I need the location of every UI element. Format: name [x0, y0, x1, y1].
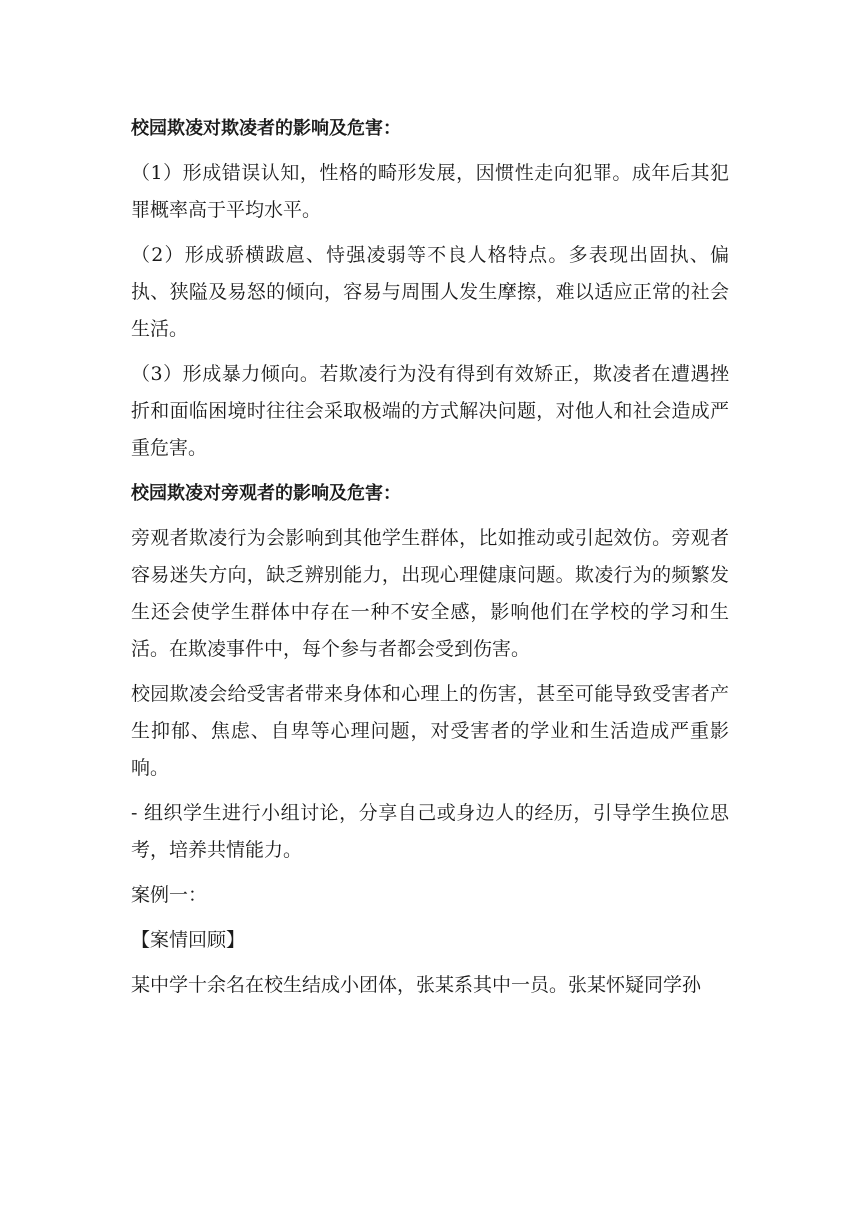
document-page — [131, 110, 729, 1012]
victim-paragraph: 校园欺凌会给受害者带来身体和心理上的伤害，甚至可能导致受害者产生抑郁、焦虑、自卑等心理问题，对受害者的学业和生活造成严重影响。 — [131, 683, 729, 779]
case-review-label: 【案情回顾】 — [131, 929, 246, 951]
bully-point-1: （1）形成错误认知，性格的畸形发展，因惯性走向犯罪。成年后其犯罪概率高于平均水平。 — [131, 162, 729, 221]
heading-bystander-impact: 校园欺凌对旁观者的影响及危害： — [131, 483, 401, 504]
case-paragraph: 某中学十余名在校生结成小团体，张某系其中一员。张某怀疑同学孙 — [131, 974, 702, 996]
activity-bullet: - 组织学生进行小组讨论，分享自己或身边人的经历，引导学生换位思考，培养共情能力。 — [131, 802, 729, 861]
bully-point-3: （3）形成暴力倾向。若欺凌行为没有得到有效矫正，欺凌者在遭遇挫折和面临困境时往往会采取极端的方式解决问题，对他人和社会造成严重危害。 — [131, 363, 729, 459]
bully-point-2: （2）形成骄横跋扈、恃强凌弱等不良人格特点。多表现出固执、偏执、狭隘及易怒的倾向，容易与周围人发生摩擦，难以适应正常的社会生活。 — [131, 244, 729, 340]
heading-bully-impact: 校园欺凌对欺凌者的影响及危害： — [131, 118, 401, 139]
case-title: 案例一： — [131, 884, 208, 906]
bystander-paragraph: 旁观者欺凌行为会影响到其他学生群体，比如推动或引起效仿。旁观者容易迷失方向，缺乏辨别能力，出现心理健康问题。欺凌行为的频繁发生还会使学生群体中存在一种不安全感，影响他们在学校的学习和生活。在欺凌事件中，每个参与者都会受到伤害。 — [131, 527, 729, 660]
